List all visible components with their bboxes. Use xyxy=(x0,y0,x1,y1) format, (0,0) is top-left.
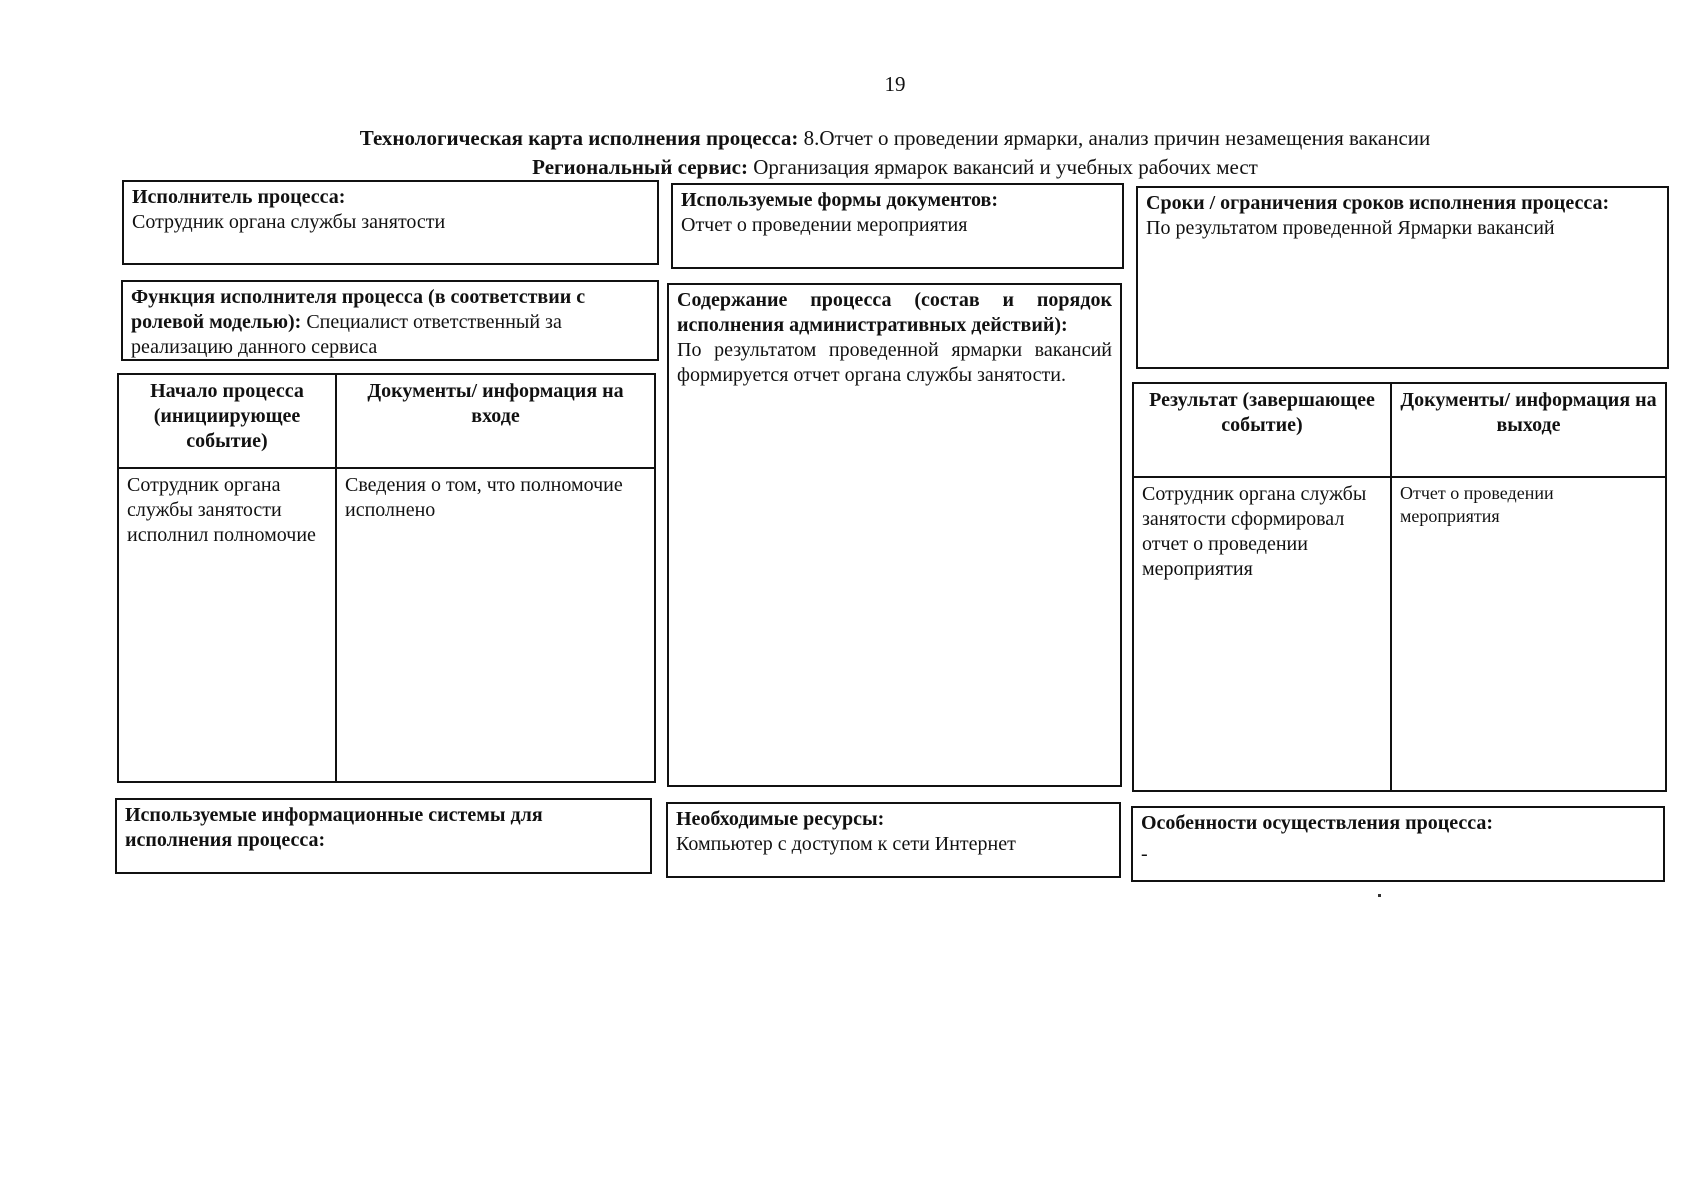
result-event-cell: Сотрудник органа службы занятости сформировал отчет о проведении мероприятия xyxy=(1133,477,1391,791)
executor-value: Сотрудник органа службы занятости xyxy=(132,211,446,233)
deadlines-value: По результатом проведенной Ярмарки вакансий xyxy=(1146,217,1555,239)
features-box xyxy=(1131,806,1665,882)
regional-service-value: Организация ярмарок вакансий и учебных рабочих мест xyxy=(748,155,1258,179)
process-title-value: 8.Отчет о проведении ярмарки, анализ причин незамещения вакансии xyxy=(798,126,1431,150)
content-label: Содержание процесса (состав и порядок исполнения административных действий): xyxy=(677,289,1112,336)
regional-service-label: Региональный сервис: xyxy=(532,155,748,179)
resources-label: Необходимые ресурсы: xyxy=(676,808,885,830)
stray-mark xyxy=(1378,894,1381,897)
deadlines-label: Сроки / ограничения сроков исполнения процесса: xyxy=(1146,192,1610,214)
start-process-table xyxy=(117,373,656,783)
output-docs-cell: Отчет о проведении мероприятия xyxy=(1391,477,1666,791)
resources-box xyxy=(666,802,1121,878)
process-title xyxy=(0,126,1697,151)
content-box xyxy=(667,283,1122,787)
forms-box xyxy=(671,183,1124,269)
forms-value: Отчет о проведении мероприятия xyxy=(681,214,968,236)
function-label: Функция исполнителя процесса (в соответствии с ролевой моделью): xyxy=(131,286,586,333)
deadlines-box xyxy=(1136,186,1669,369)
features-label: Особенности осуществления процесса: xyxy=(1141,812,1494,834)
result-table xyxy=(1132,382,1667,792)
function-box xyxy=(121,280,659,361)
executor-label: Исполнитель процесса: xyxy=(132,186,346,208)
executor-box xyxy=(122,180,659,265)
forms-label: Используемые формы документов: xyxy=(681,189,999,211)
process-title-label: Технологическая карта исполнения процесса: xyxy=(359,126,799,150)
result-event-header: Результат (завершающее событие) xyxy=(1133,383,1391,477)
output-docs-header: Документы/ информация на выходе xyxy=(1391,383,1666,477)
info-systems-label: Используемые информационные системы для исполнения процесса: xyxy=(125,804,543,851)
start-event-header: Начало процесса (инициирующее событие) xyxy=(118,374,336,468)
content-value: По результатом проведенной ярмарки вакансий формируется отчет органа службы занятости. xyxy=(677,339,1112,386)
resources-value: Компьютер с доступом к сети Интернет xyxy=(676,833,1016,855)
info-systems-box xyxy=(115,798,652,874)
regional-service xyxy=(0,155,1697,180)
input-docs-cell: Сведения о том, что полномочие исполнено xyxy=(336,468,655,782)
function-value: Специалист ответственный за реализацию данного сервиса xyxy=(131,311,562,358)
features-value: - xyxy=(1141,843,1148,865)
page-number: 19 xyxy=(884,72,906,96)
input-docs-header: Документы/ информация на входе xyxy=(336,374,655,468)
start-event-cell: Сотрудник органа службы занятости исполнил полномочие xyxy=(118,468,336,782)
